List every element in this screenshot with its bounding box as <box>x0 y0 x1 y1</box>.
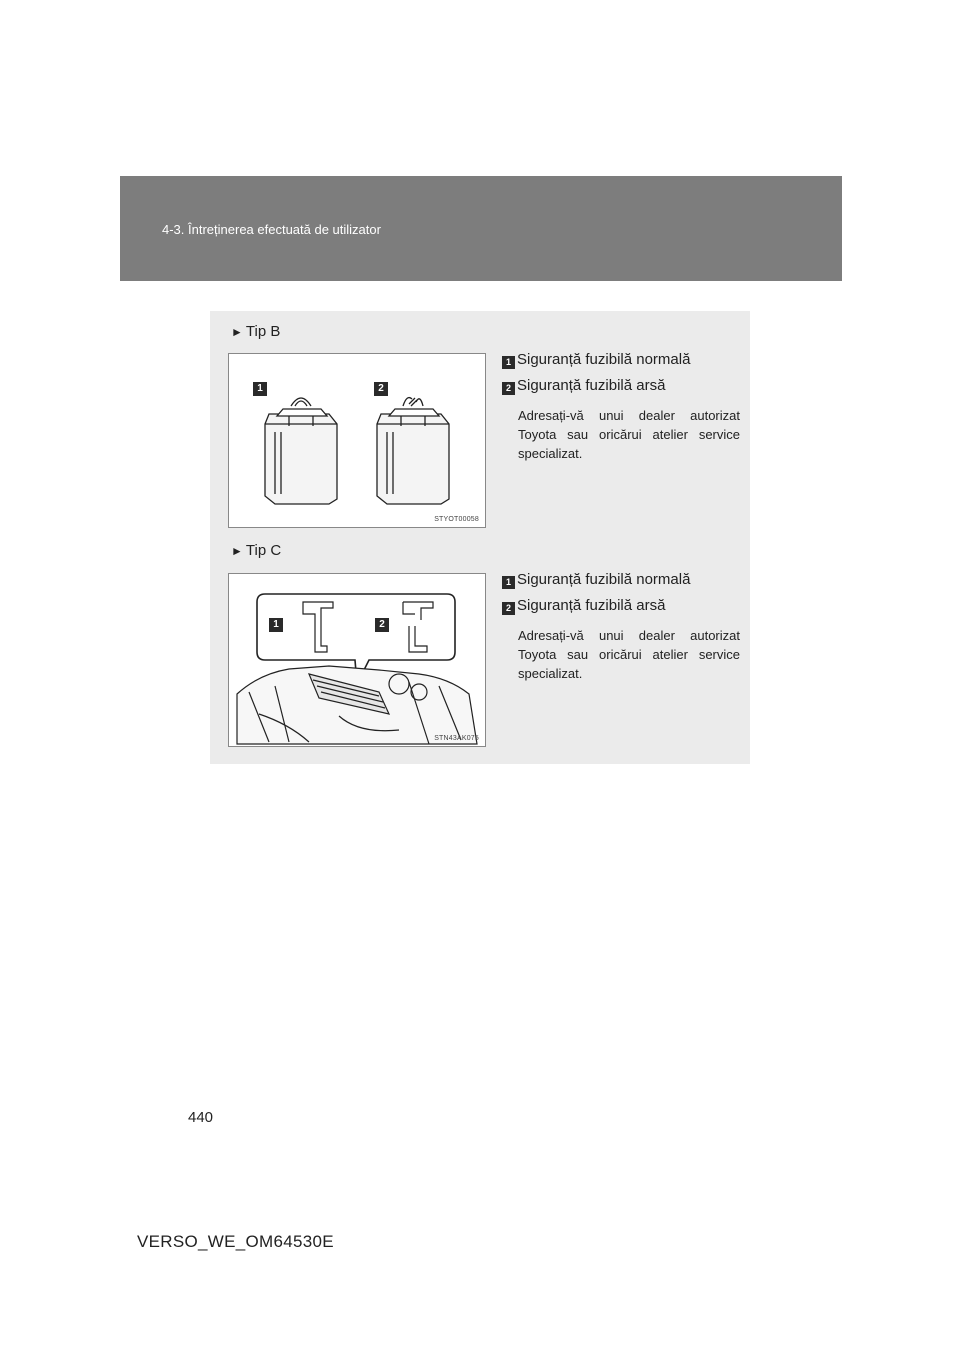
note-text: Adresați-vă unui dealer autorizat Toyota sau oricărui atelier service specializat. <box>518 408 740 461</box>
callout-2: 2 <box>374 382 388 396</box>
figure-code: STN43AK075 <box>434 735 479 742</box>
blown-fuse-icon <box>377 398 449 504</box>
legend-item-2 <box>502 597 665 614</box>
normal-fuse-icon <box>265 398 337 504</box>
legend-text: Siguranță fuzibilă normală <box>517 571 691 588</box>
number-badge: 1 <box>502 356 515 369</box>
callout-1: 1 <box>269 618 283 632</box>
document-code: VERSO_WE_OM64530E <box>137 1232 334 1251</box>
fuse-type-b-illustration <box>229 354 485 527</box>
figure-code: STYOT00058 <box>434 516 479 523</box>
figure-fuse-type-c <box>228 573 486 747</box>
tip-c-heading <box>231 542 281 559</box>
number-badge: 2 <box>502 602 515 615</box>
section-title: 4-3. Întreținerea efectuată de utilizator <box>162 222 381 237</box>
fuse-type-c-illustration <box>229 574 485 746</box>
tip-b-label: Tip B <box>245 323 281 340</box>
callout-1: 1 <box>253 382 267 396</box>
arrow-right-icon: ► <box>231 325 243 339</box>
tip-b-heading <box>231 323 280 340</box>
arrow-right-icon: ► <box>231 544 243 558</box>
number-badge: 2 <box>502 382 515 395</box>
legend-text: Siguranță fuzibilă normală <box>517 351 691 368</box>
number-badge: 1 <box>502 576 515 589</box>
callout-2: 2 <box>375 618 389 632</box>
tip-c-label: Tip C <box>245 542 282 559</box>
legend-item-2 <box>502 377 665 394</box>
note-text: Adresați-vă unui dealer autorizat Toyota sau oricărui atelier service specializat. <box>518 628 740 681</box>
legend-text: Siguranță fuzibilă arsă <box>517 597 666 614</box>
page-number: 440 <box>188 1109 214 1126</box>
legend-item-1 <box>502 351 690 368</box>
legend-item-1 <box>502 571 690 588</box>
figure-fuse-type-b <box>228 353 486 528</box>
legend-text: Siguranță fuzibilă arsă <box>517 377 666 394</box>
